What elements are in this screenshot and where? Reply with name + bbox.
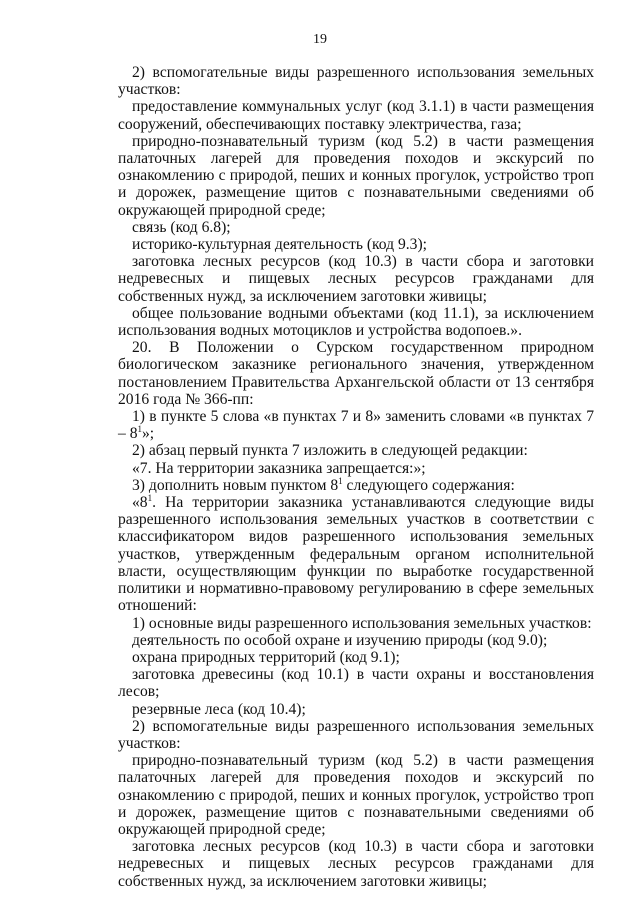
paragraph: связь (код 6.8); <box>132 218 231 236</box>
paragraph: 2) вспомогательные виды разрешенного использования земельных участков: <box>118 64 594 99</box>
paragraph <box>118 408 594 442</box>
paragraph: природно-познавательный туризм (код 5.2) в части размещения палаточных лагерей для проведения походов и экскурсий по ознакомлению с природой, пеших и конных прогулок, устройство троп и дорожек, размещение щитов с познавательными сведениями об окружающей природной среде; <box>118 752 594 838</box>
paragraph: заготовка лесных ресурсов (код 10.3) в части сбора и заготовки недревесных и пищевых лесных ресурсов гражданами для собственных нужд, за исключением заготовки живицы; <box>118 253 594 305</box>
paragraph <box>118 477 594 494</box>
paragraph-text: «8 <box>132 494 148 512</box>
paragraph: резервные леса (код 10.4); <box>132 700 306 718</box>
paragraph-text: . На территории заказника устанавливаются следующие виды разрешенного использования земельных участков в соответствии с классификатором видов разрешенного использования земельных участков, утвержденным федеральным органом исполнительной власти, осуществляющим функции по выработке государственной политики и нормативно-правовому регулированию в сфере земельных отношений: <box>118 494 594 615</box>
paragraph: предоставление коммунальных услуг (код 3.1.1) в части размещения сооружений, обеспечивающих поставку электричества, газа; <box>118 98 594 133</box>
paragraph-text: »; <box>142 425 155 443</box>
paragraph: деятельность по особой охране и изучению природы (код 9.0); <box>132 631 548 649</box>
paragraph: 20. В Положении о Сурском государственном природном биологическом заказнике регионального значения, утвержденном постановлением Правительства Архангельской области от 13 сентября 2016 года № 366-пп: <box>118 339 594 408</box>
paragraph: заготовка древесины (код 10.1) в части охраны и восстановления лесов; <box>118 666 594 701</box>
paragraph-text: 3) дополнить новым пунктом 8 <box>132 476 339 494</box>
paragraph: историко-культурная деятельность (код 9.3); <box>132 236 428 254</box>
superscript: 1 <box>338 475 343 486</box>
paragraph: охрана природных территорий (код 9.1); <box>132 648 400 666</box>
superscript: 1 <box>147 493 153 504</box>
paragraph-text: следующего содержания: <box>342 476 515 494</box>
paragraph: заготовка лесных ресурсов (код 10.3) в части сбора и заготовки недревесных и пищевых лесных ресурсов гражданами для собственных нужд, за исключением заготовки живицы; <box>118 838 594 890</box>
document-body <box>118 64 594 890</box>
page-number: 19 <box>313 32 327 47</box>
paragraph: «7. На территории заказника запрещается:»; <box>132 459 426 477</box>
superscript: 1 <box>137 424 142 435</box>
paragraph: 1) основные виды разрешенного использования земельных участков: <box>132 614 592 632</box>
paragraph: природно-познавательный туризм (код 5.2) в части размещения палаточных лагерей для проведения походов и экскурсий по ознакомлению с природой, пеших и конных прогулок, устройство троп и дорожек, размещение щитов с познавательными сведениями об окружающей природной среде; <box>118 132 594 219</box>
paragraph: 2) абзац первый пункта 7 изложить в следующей редакции: <box>132 442 528 460</box>
paragraph: 2) вспомогательные виды разрешенного использования земельных участков: <box>118 717 594 752</box>
paragraph: общее пользование водными объектами (код 11.1), за исключением использования водных мотоциклов и устройства водопоев.». <box>118 304 594 340</box>
paragraph <box>118 494 594 614</box>
paragraph-text: 1) в пункте 5 слова «в пунктах 7 и 8» заменить словами «в пунктах 7 – 8 <box>118 408 594 443</box>
